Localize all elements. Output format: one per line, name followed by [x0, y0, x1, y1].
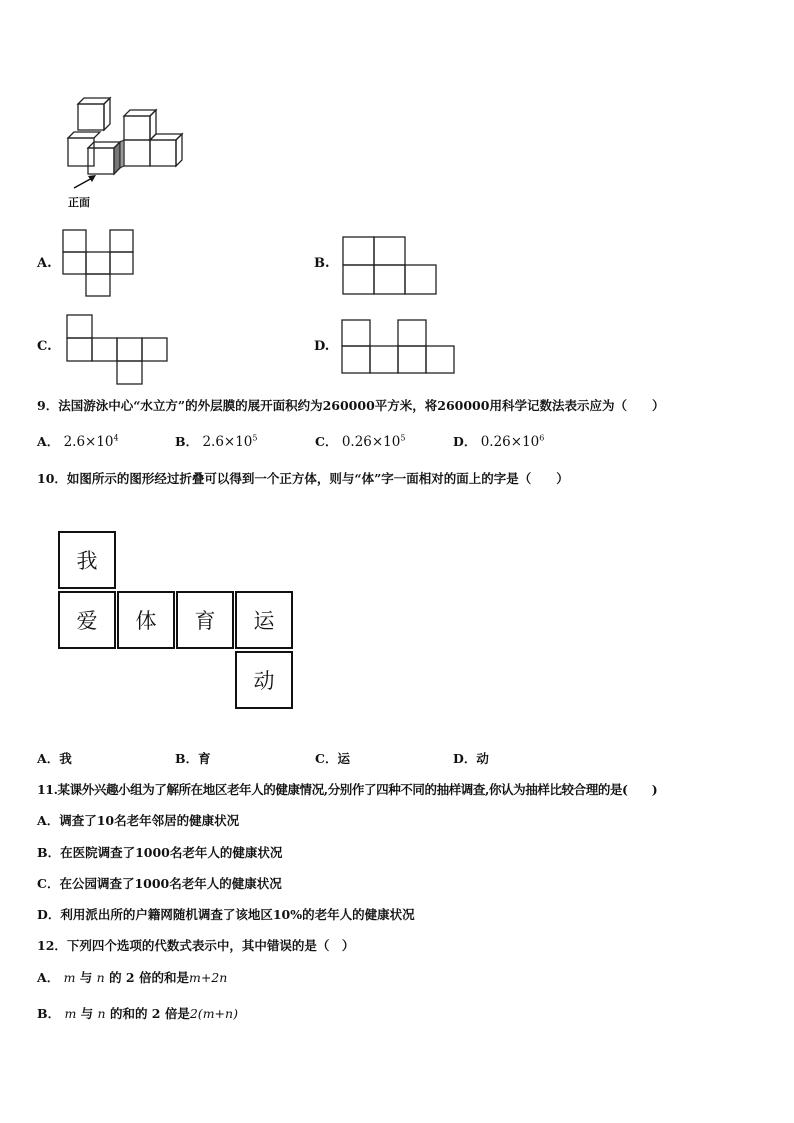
net-face-yu: 育	[176, 591, 234, 649]
q9-option-d-value: $0.26\times 10^6$	[480, 433, 545, 450]
q9-option-a-value: $2.6\times 10^4$	[63, 433, 119, 450]
q10-option-c: C．运	[315, 751, 350, 766]
q11-option-a: A．调查了10名老年邻居的健康状况	[37, 813, 240, 828]
front-label: 正面	[68, 196, 90, 209]
q9-option-c-value: $0.26\times 10^5$	[341, 433, 406, 450]
q8-option-c-label: C.	[37, 339, 52, 354]
q9-option-b	[175, 432, 258, 450]
q9-option-d-label: D．	[453, 434, 477, 449]
q10-option-d: D．动	[453, 751, 489, 766]
net-face-dong: 动	[235, 651, 293, 709]
q9-option-c-label: C．	[315, 434, 338, 449]
q10-option-a: A．我	[37, 751, 72, 766]
net-face-ti: 体	[117, 591, 175, 649]
question-12-text: 12．下列四个选项的代数式表示中，其中错误的是（ ）	[37, 938, 355, 953]
q12-option-a: A． m 与 n 的 2 倍的和是m+2n	[37, 970, 228, 985]
q11-option-d: D．利用派出所的户籍网随机调查了该地区10%的老年人的健康状况	[37, 907, 415, 922]
q9-option-a-label: A．	[37, 434, 60, 449]
question-9-text: 9．法国游泳中心“水立方”的外层膜的展开面积约为260000平方米，将260000用科学记数法表示应为（ ）	[37, 398, 665, 413]
net-face-yun: 运	[235, 591, 293, 649]
q11-option-c: C．在公园调查了1000名老年人的健康状况	[37, 876, 282, 891]
q8-option-d-view	[341, 319, 457, 375]
q8-option-a-view	[62, 229, 138, 297]
q9-option-d	[453, 432, 544, 450]
question-10-text: 10．如图所示的图形经过折叠可以得到一个正方体，则与“体”字一面相对的面上的字是（ ）	[37, 471, 569, 486]
net-face-wo: 我	[58, 531, 116, 589]
q12-option-b: B． m 与 n 的和的 2 倍是2(m+n)	[37, 1006, 238, 1021]
cube-net	[58, 531, 298, 715]
q8-option-d-label: D.	[314, 339, 330, 354]
q8-option-c-view	[66, 314, 170, 386]
q8-option-b-view	[342, 236, 438, 296]
cube-stack-figure	[60, 90, 200, 215]
q8-option-b-label: B.	[314, 256, 330, 271]
q10-option-b: B．育	[175, 751, 211, 766]
question-11-text: 11.某课外兴趣小组为了解所在地区老年人的健康情况,分别作了四种不同的抽样调查,你认为抽样比较合理的是( )	[37, 782, 658, 797]
q9-option-b-label: B．	[175, 434, 199, 449]
q8-option-a-label: A.	[37, 256, 52, 271]
cube-stack-drawing	[60, 90, 200, 195]
net-face-ai: 爱	[58, 591, 116, 649]
q11-option-b: B．在医院调查了1000名老年人的健康状况	[37, 845, 283, 860]
q9-option-b-value: $2.6\times 10^5$	[202, 433, 258, 450]
q9-option-c	[315, 432, 405, 450]
q9-option-a	[37, 432, 119, 450]
